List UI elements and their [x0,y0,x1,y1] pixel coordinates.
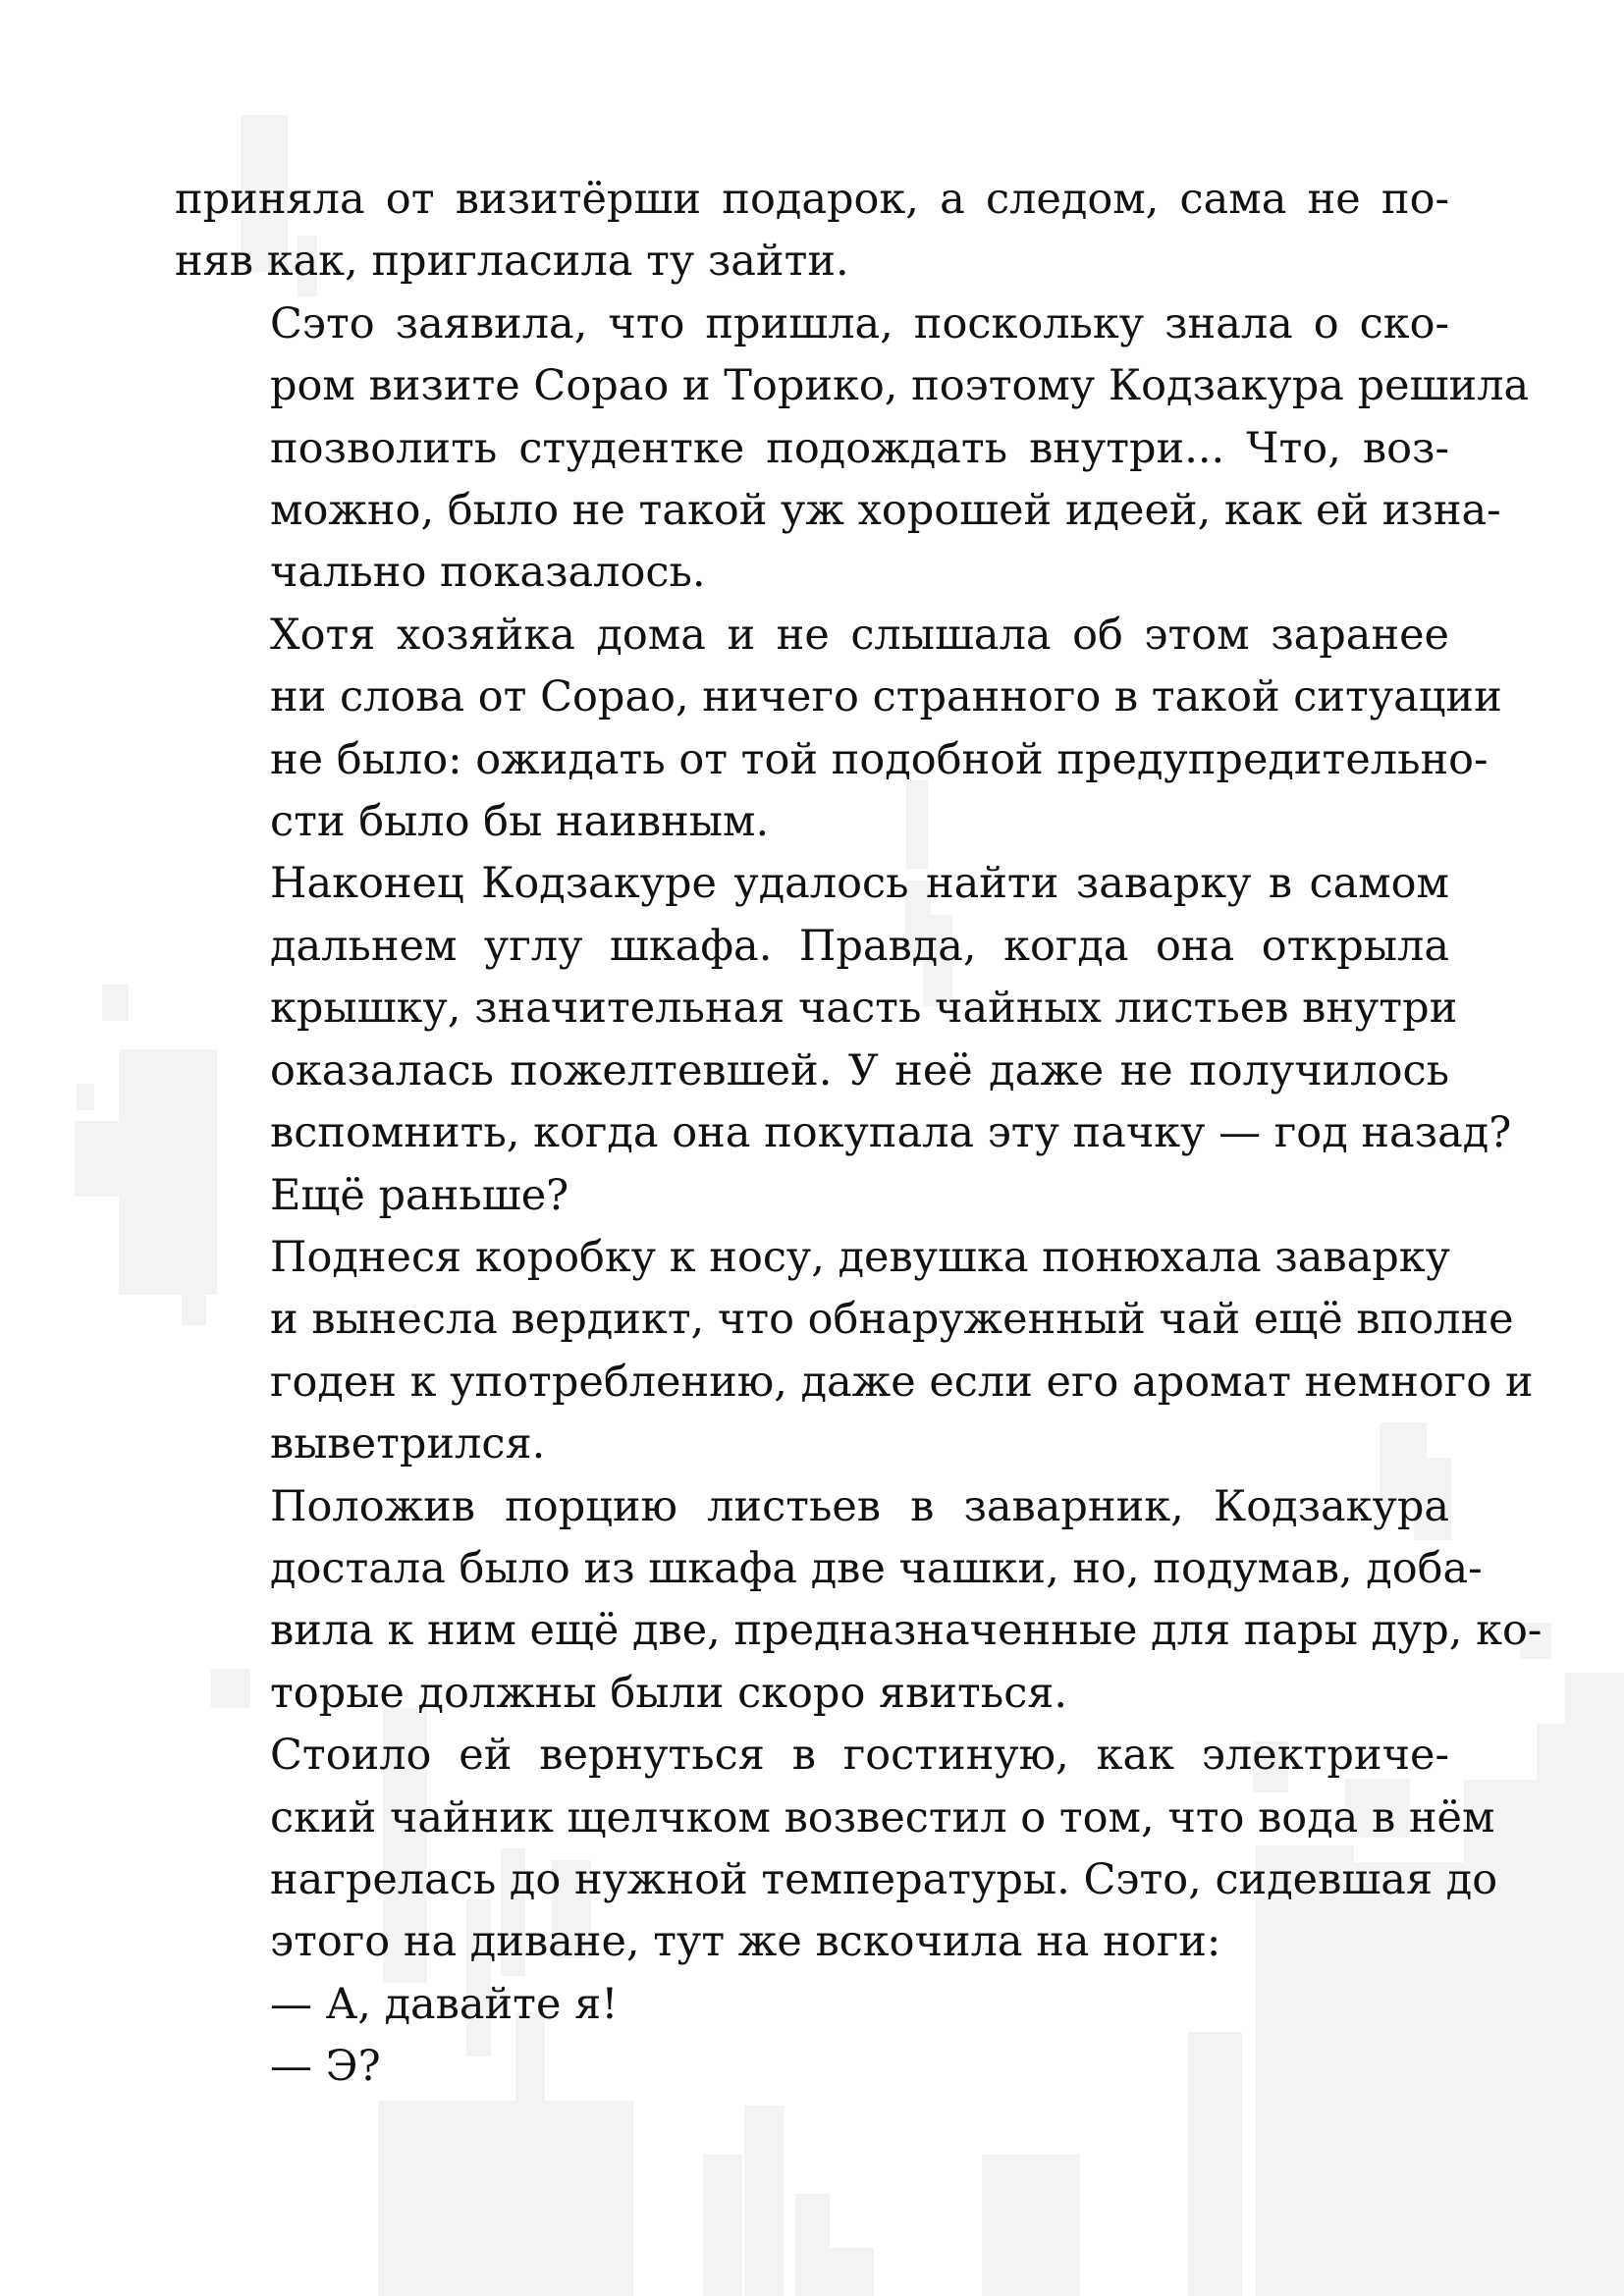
dialogue-text: — А, давайте я! [270,1979,619,2029]
text-line: этого на диване, тут же вскочила на ноги: [270,1917,1221,1967]
dialogue-text: — Э? [270,2042,381,2092]
paragraph [175,169,1449,294]
text-line: вспомнить, когда она покупала эту пачку — год назад? [270,1108,1512,1158]
text-line: ром визите Сорао и Торико, поэтому Кодзакура решила [270,361,1530,411]
text-line: выветрился. [270,1419,546,1469]
text-line: дальнем углу шкафа. Правда, когда она открыла [270,921,1449,971]
bg-block [830,2248,874,2296]
text-line: вила к ним ещё две, предназначенные для пары дур, ко- [270,1606,1543,1656]
book-page [175,169,1543,2099]
text-line: Наконец Кодзакуре удалось найти заварку в самом [270,859,1449,909]
paragraph [175,1476,1543,1726]
bg-block [77,1084,94,1110]
dialogue-line [175,2036,1449,2098]
text-line: Хотя хозяйка дома и не слышала об этом заранее [270,610,1449,660]
text-line: годен к употреблению, даже если его аромат немного и [270,1357,1534,1407]
dialogue-line [175,1974,1449,2036]
bg-block [703,2155,742,2296]
bg-block [795,2194,830,2296]
text-line: Поднеся коробку к носу, девушка понюхала заварку [270,1232,1450,1282]
text-line: приняла от визитёрши подарок, а следом, сама не по- [175,175,1449,224]
text-line: Стоило ей вернуться в гостиную, как электриче- [270,1731,1449,1781]
text-line: Сэто заявила, что пришла, поскольку знала о ско- [270,298,1449,348]
text-line: не было: ожидать от той подобной предупредительно- [270,734,1489,784]
text-line: Ещё раньше? [270,1170,569,1220]
text-line: ский чайник щелчком возвестил о том, что вода в нём [270,1792,1495,1842]
text-line: позволить студентке подождать внутри... Что, воз- [270,423,1449,473]
paragraph [175,294,1530,605]
text-line: ни слова от Сорао, ничего странного в такой ситуации [270,672,1502,722]
paragraph [175,1227,1534,1476]
text-line: и вынесла вердикт, что обнаруженный чай ещё вполне [270,1295,1514,1345]
text-line: чально показалось. [270,548,706,598]
paragraph [175,853,1512,1226]
text-line: можно, было не такой уж хорошей идеей, как ей изна- [270,486,1501,536]
bg-block [102,985,129,1021]
text-line: оказалась пожелтевшей. У неё даже не получилось [270,1045,1449,1095]
bg-block [75,1121,132,1197]
text-line: Положив порцию листьев в заварник, Кодзакура [270,1481,1449,1531]
bg-block [982,2155,1080,2296]
paragraph [175,1725,1498,1974]
text-line: сти было бы наивным. [270,797,770,847]
bg-block [378,2101,633,2296]
bg-block [744,2106,784,2296]
paragraph [175,605,1502,854]
text-line: крышку, значительная часть чайных листьев внутри [270,984,1458,1034]
text-line: няв как, пригласила ту зайти. [175,237,849,287]
text-line: нагрелась до нужной температуры. Сэто, сидевшая до [270,1854,1498,1904]
text-line: достала было из шкафа две чашки, но, подумав, доба- [270,1543,1483,1593]
text-line: торые должны были скоро явиться. [270,1668,1068,1718]
